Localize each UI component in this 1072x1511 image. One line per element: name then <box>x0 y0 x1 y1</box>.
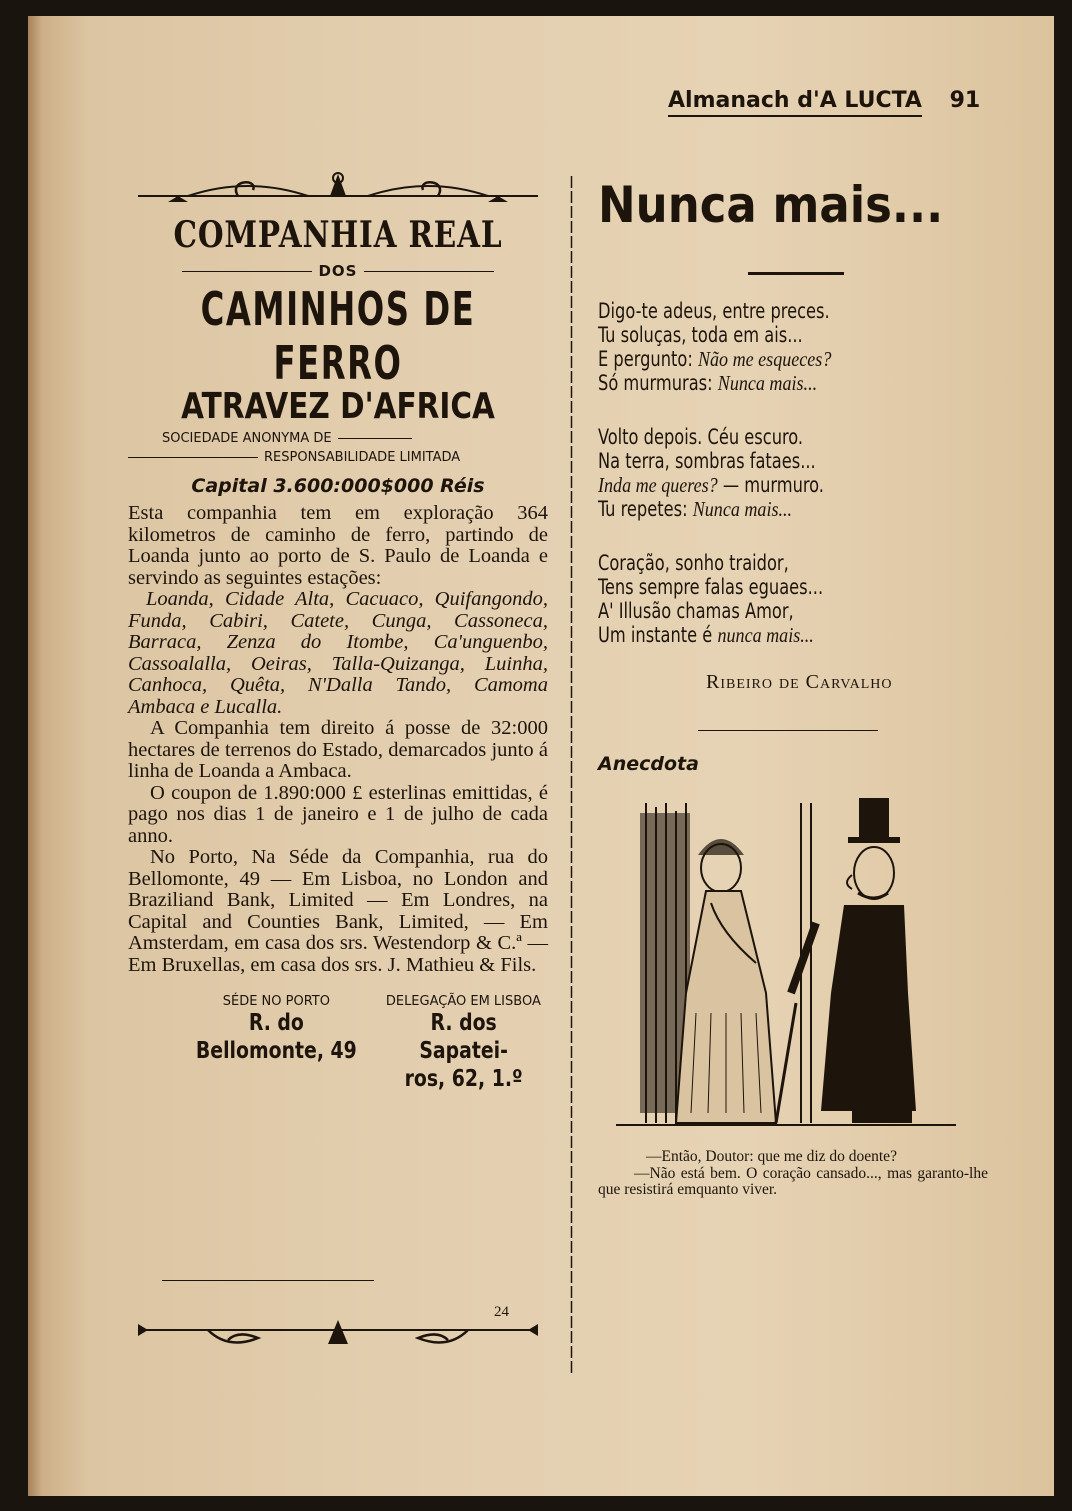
poem-text: — murmuro. <box>717 473 824 497</box>
anecdote-caption <box>598 1149 988 1199</box>
poem-italic: Inda me queres? <box>598 473 718 497</box>
capital-line: Capital 3.600:000$000 Réis <box>191 475 485 497</box>
poem-line <box>598 371 933 395</box>
column-divider <box>570 176 573 1376</box>
advert-paragraph: Esta companhia tem em exploração 364 kilometros de caminho de ferro, partindo de Loanda junto ao porto de S. Paulo de Loanda e servindo as seguintes estações: <box>128 502 548 589</box>
company-name-line3: ATRAVEZ D'AFRICA <box>181 386 495 427</box>
poem-text: E pergunto: <box>598 347 698 371</box>
poem-text: Um instante é <box>598 623 718 647</box>
poem-italic: nunca mais... <box>717 623 814 647</box>
rule <box>338 438 412 439</box>
society-row <box>128 431 548 446</box>
almanac-title: Almanach d'A LUCTA <box>668 88 922 117</box>
poem-line: Na terra, sombras fataes... <box>598 449 816 473</box>
page-number: 91 <box>949 88 981 113</box>
running-header <box>668 88 980 113</box>
poem-stanza-2 <box>598 425 988 521</box>
responsibility-row <box>128 450 548 465</box>
rule <box>182 271 312 272</box>
poem-line: A' Illusão chamas Amor, <box>598 599 794 623</box>
poem-line: Tens sempre falas eguaes... <box>598 575 824 599</box>
poem-line <box>598 347 933 371</box>
poem-text: Tu repetes: <box>598 497 693 521</box>
delegacao-block <box>385 994 542 1093</box>
addresses <box>128 994 548 1093</box>
advert-paragraph: A Companhia tem direito á posse de 32:000 hectares de terrenos do Estado, demarcados junto á linha de Loanda a Ambaca. <box>128 717 548 782</box>
poem-text: Só murmuras: <box>598 371 718 395</box>
poem-italic: Nunca mais... <box>692 497 793 521</box>
bottom-ornament-icon <box>128 1316 548 1356</box>
page-fold-shadow <box>28 16 42 1496</box>
cartoon-illustration-icon <box>616 793 956 1143</box>
company-advertisement <box>128 166 548 1093</box>
book-page <box>28 16 1054 1496</box>
anecdote-heading: Anecdota <box>598 753 699 775</box>
sede-label: SÉDE NO PORTO <box>222 994 330 1009</box>
caption-line: —Então, Doutor: que me diz do doente? <box>646 1148 897 1165</box>
caption-line: —Não está bem. O coração cansado..., mas garanto-lhe que resistirá emquanto viver. <box>598 1164 988 1198</box>
delegacao-label: DELEGAÇÃO EM LISBOA <box>385 994 541 1009</box>
delegacao-address-1: R. dos Sapatei- <box>419 1010 508 1064</box>
poem-italic: Nunca mais... <box>717 371 818 395</box>
delegacao-address-2: ros, 62, 1.º <box>404 1066 523 1092</box>
rule <box>128 457 258 458</box>
advert-paragraph: O coupon de 1.890:000 £ esterlinas emittidas, é pago nos dias 1 de janeiro e 1 de julho de cada anno. <box>128 781 548 847</box>
advert-body <box>128 503 548 976</box>
company-dos: DOS <box>318 262 358 280</box>
poem-stanza-3 <box>598 551 988 647</box>
society-line: SOCIEDADE ANONYMA DE <box>162 431 332 446</box>
footnote-number: 24 <box>494 1304 509 1320</box>
poem-line: Tu soluças, toda em ais... <box>598 323 803 347</box>
poem-title: Nunca mais... <box>598 176 944 234</box>
stations-list: Loanda, Cidade Alta, Cacuaco, Quifangondo, Funda, Cabiri, Catete, Cunga, Cassoneca, Barraca, Zenza do Itombe, Ca'unguenbo, Cassoalalla, Oeiras, Talla-Quizanga, Luinha, Canhoca, Quêta, N'Dalla Tando, Camoma Ambaca e Lucalla. <box>128 588 548 718</box>
poem-line: Coração, sonho traidor, <box>598 551 789 575</box>
dos-row <box>128 262 548 280</box>
poem-line <box>598 623 933 647</box>
poem-line: Volto depois. Céu escuro. <box>598 425 804 449</box>
section-rule <box>698 730 878 731</box>
responsibility-line: RESPONSABILIDADE LIMITADA <box>264 450 461 465</box>
address-rule <box>162 1280 374 1281</box>
sede-block <box>168 994 385 1093</box>
poem-italic: Não me esqueces? <box>697 347 832 371</box>
sede-address: R. do Bellomonte, 49 <box>195 1010 357 1064</box>
title-rule <box>748 272 844 275</box>
poem-column <box>598 176 988 1199</box>
poem-author: Ribeiro de Carvalho <box>706 671 893 693</box>
top-ornament-icon <box>128 166 548 206</box>
company-name-line2: CAMINHOS DE FERRO <box>200 282 476 390</box>
poem-line <box>598 473 933 497</box>
company-name-line1: COMPANHIA REAL <box>173 214 503 256</box>
poem-stanza-1 <box>598 299 988 395</box>
advert-paragraph: No Porto, Na Séde da Companhia, rua do Bellomonte, 49 — Em Lisboa, no London and Braziliand Bank, Limited — Em Londres, na Capital and Counties Bank, Limited, — Em Amsterdam, em casa dos srs. Westendorp & C.ª — Em Bruxellas, em casa dos srs. J. Mathieu & Fils. <box>128 846 548 976</box>
rule <box>364 271 494 272</box>
poem-line: Digo-te adeus, entre preces. <box>598 299 830 323</box>
poem-line <box>598 497 933 521</box>
